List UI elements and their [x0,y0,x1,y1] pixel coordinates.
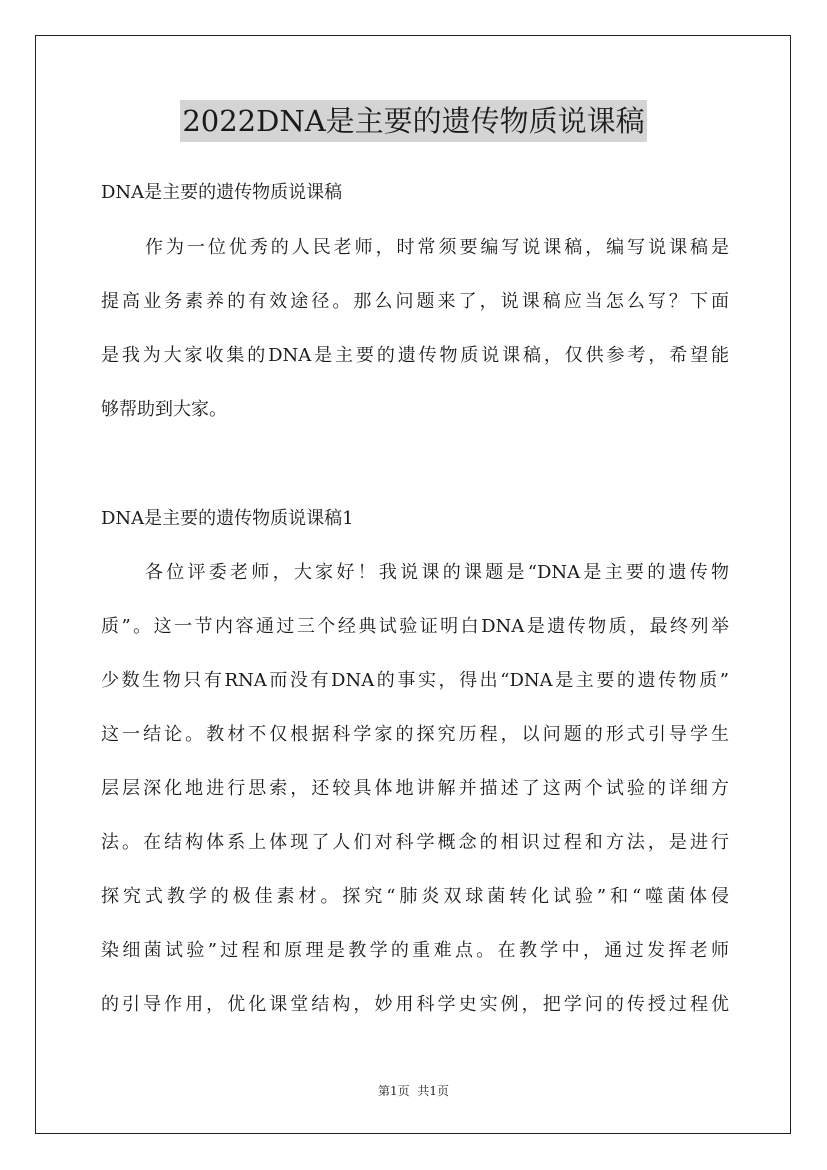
paragraph-line: 这一结论。教材不仅根据科学家的探究历程，以问题的形式引导学生 [101,724,729,745]
section-heading-1: DNA是主要的遗传物质说课稿1 [101,508,354,529]
paragraph-line: 提高业务素养的有效途径。那么问题来了，说课稿应当怎么写？下面 [101,291,729,312]
paragraph-line: 染细菌试验”过程和原理是教学的重难点。在教学中，通过发挥老师 [101,940,729,961]
title-container [0,100,827,142]
paragraph-line: 质”。这一节内容通过三个经典试验证明白DNA是遗传物质，最终列举 [101,616,729,637]
paragraph-line: 法。在结构体系上体现了人们对科学概念的相识过程和方法，是进行 [101,832,729,853]
section-heading: DNA是主要的遗传物质说课稿 [101,182,343,203]
body-paragraph [101,558,729,1044]
paragraph-line: 少数生物只有RNA而没有DNA的事实，得出“DNA是主要的遗传物质” [101,670,729,691]
paragraph-line: 各位评委老师，大家好！我说课的课题是“DNA是主要的遗传物 [145,562,729,583]
page-footer [0,1082,827,1099]
paragraph-line: 够帮助到大家。 [101,399,227,420]
paragraph-line: 层层深化地进行思索，还较具体地讲解并描述了这两个试验的详细方 [101,778,729,799]
document-title: 2022DNA是主要的遗传物质说课稿 [180,100,646,142]
paragraph-line: 的引导作用，优化课堂结构，妙用科学史实例，把学问的传授过程优 [101,994,729,1015]
page-number: 第1页 [377,1084,410,1098]
intro-paragraph [101,233,729,449]
paragraph-line: 是我为大家收集的DNA是主要的遗传物质说课稿，仅供参考，希望能 [101,345,729,366]
paragraph-line: 探究式教学的极佳素材。探究“肺炎双球菌转化试验”和“噬菌体侵 [101,886,729,907]
page-total: 共1页 [417,1084,450,1098]
paragraph-line: 作为一位优秀的人民老师，时常须要编写说课稿，编写说课稿是 [145,237,729,258]
